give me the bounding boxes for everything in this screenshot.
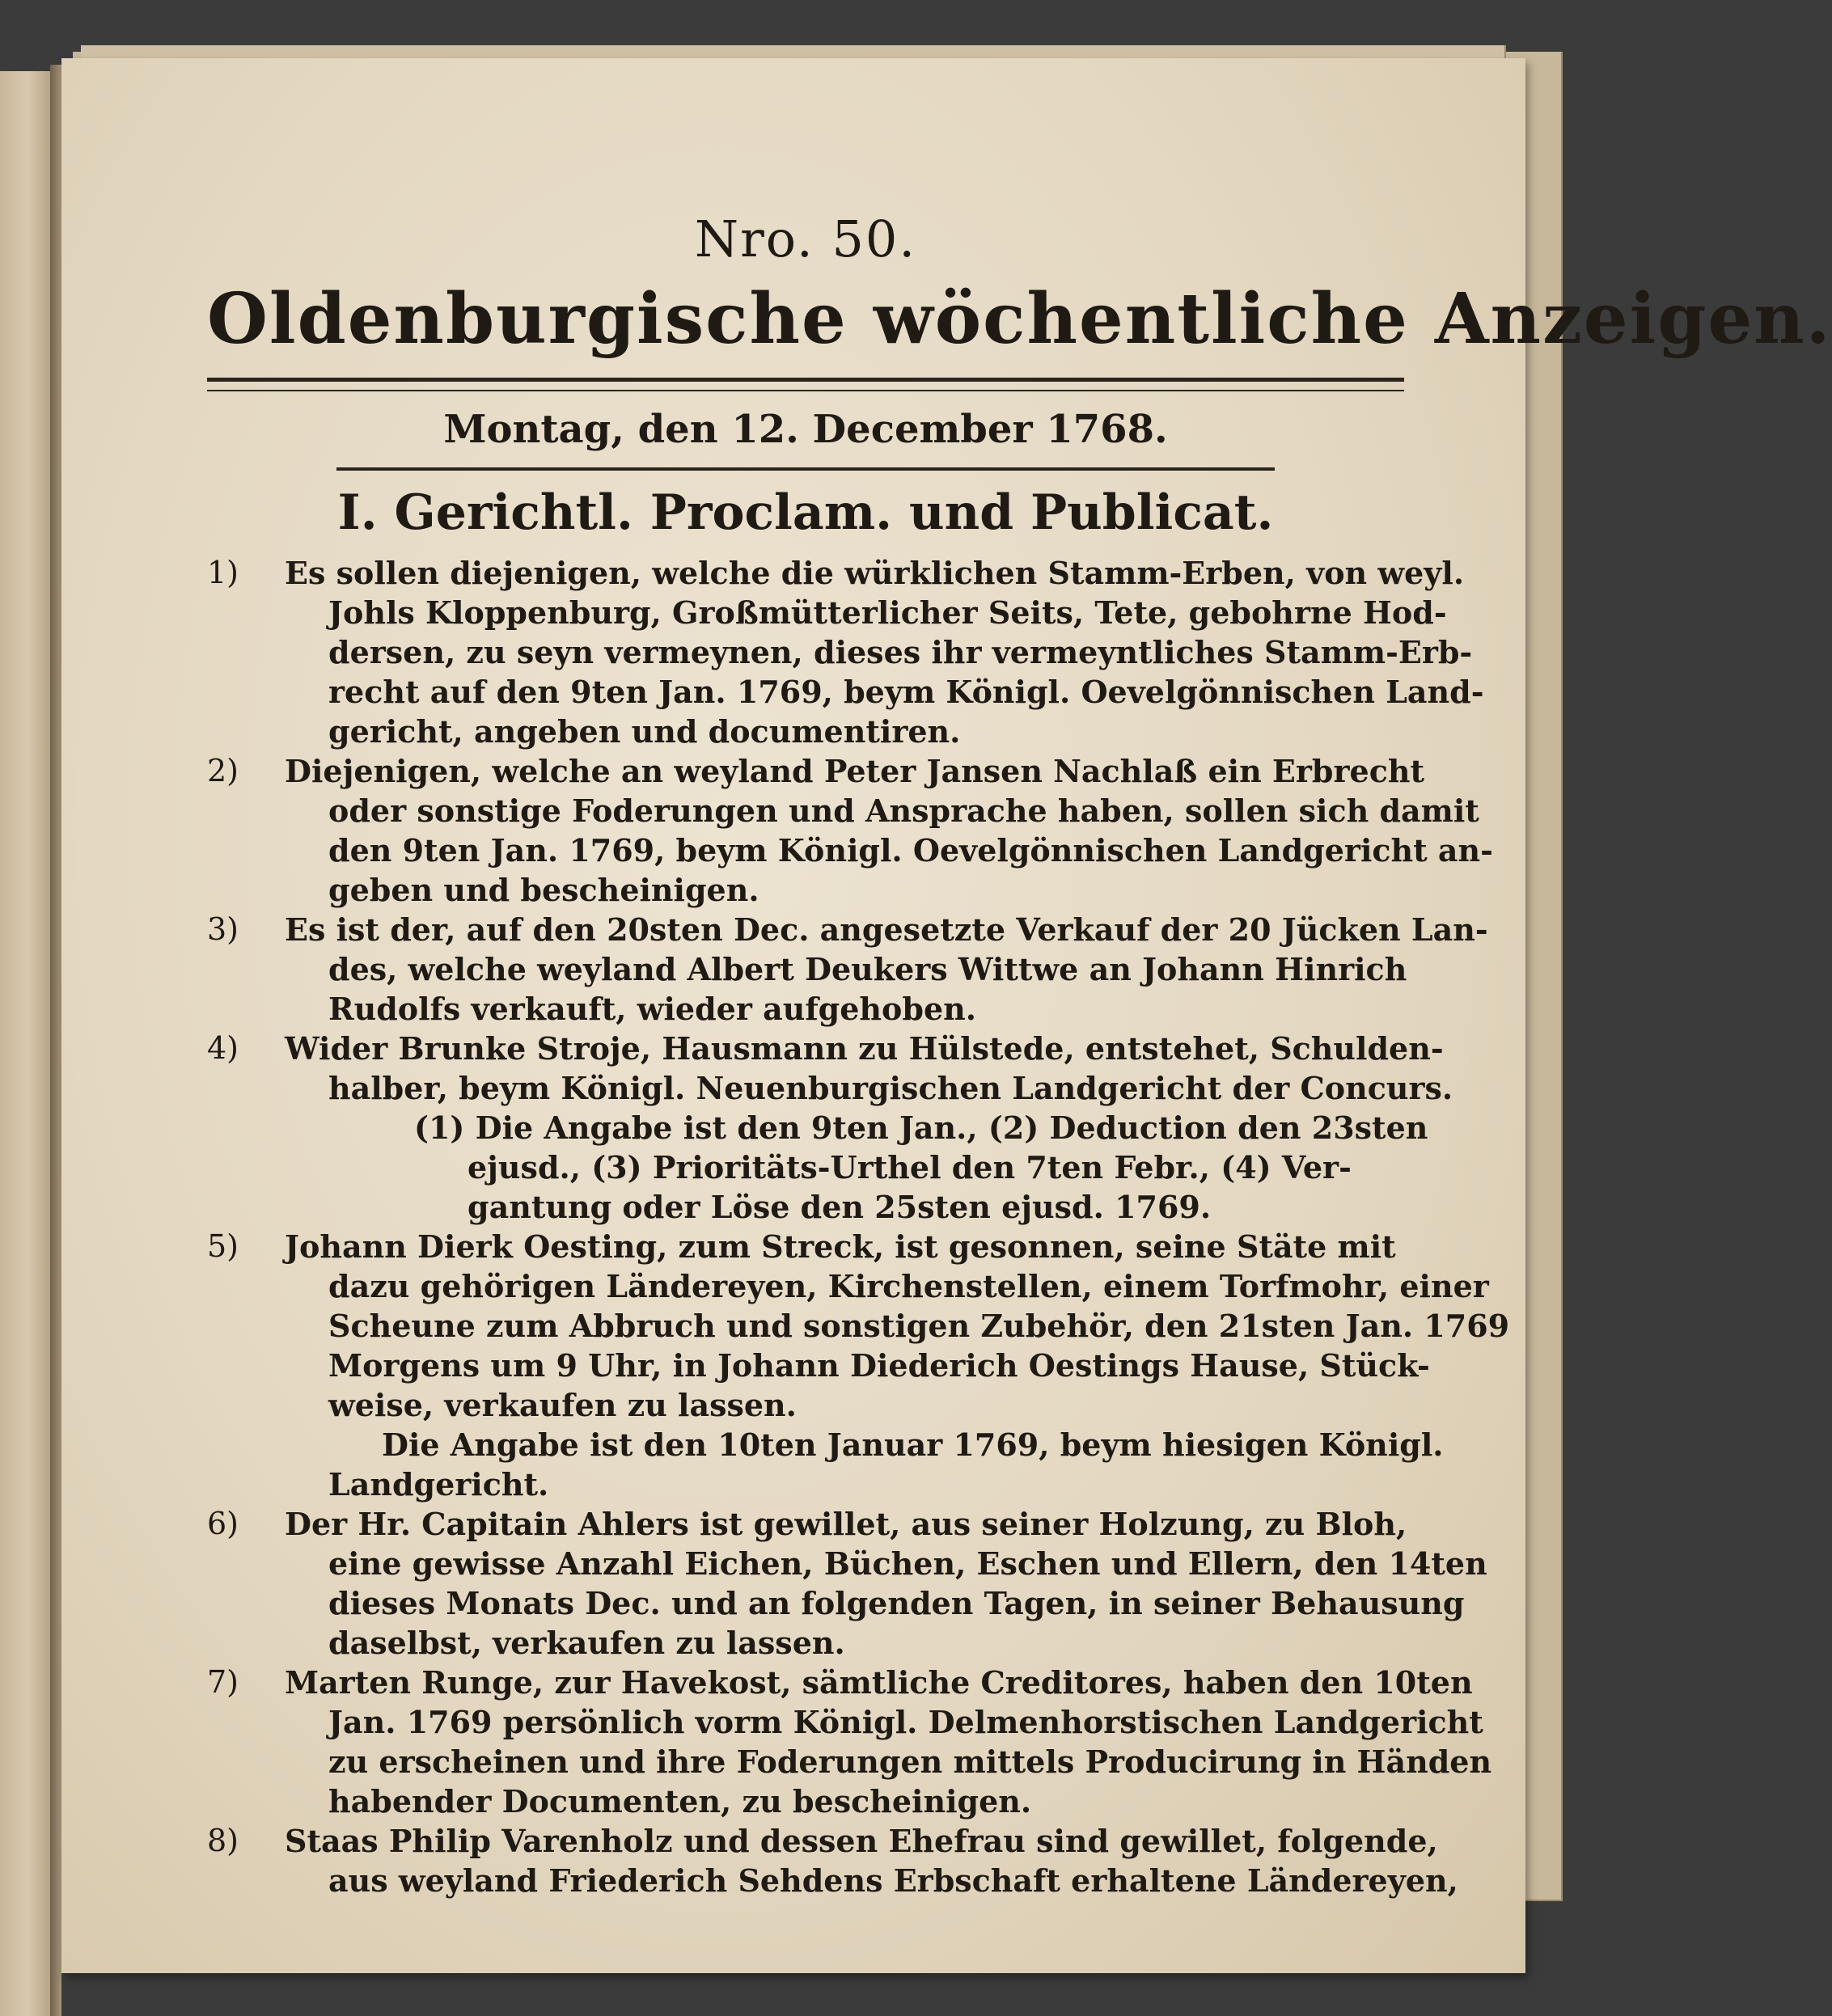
page-content	[207, 208, 1832, 1900]
entry-line: Morgens um 9 Uhr, in Johann Diederich Oestings Hause, Stück-	[328, 1347, 1430, 1384]
entry-line: Rudolfs verkauft, wieder aufgehoben.	[328, 991, 976, 1027]
entry-line: halber, beym Königl. Neuenburgischen Landgericht der Concurs.	[328, 1070, 1453, 1106]
entry-line: geben und bescheinigen.	[328, 872, 759, 908]
entry-3	[207, 910, 1488, 1029]
issue-date: Montag, den 12. December 1768.	[443, 407, 1168, 452]
entry-line: des, welche weyland Albert Deukers Wittwe an Johann Hinrich	[328, 951, 1407, 987]
entry-line: eine gewisse Anzahl Eichen, Büchen, Eschen und Ellern, den 14ten	[328, 1545, 1487, 1582]
entry-line: gericht, angeben und documentiren.	[328, 713, 961, 750]
date-rule	[336, 467, 1275, 471]
entry-subline: (1) Die Angabe ist den 9ten Jan., (2) Deduction den 23sten	[414, 1109, 1428, 1146]
entry-number: 6)	[207, 1506, 239, 1541]
entry-number: 7)	[207, 1664, 239, 1700]
book-gutter	[50, 65, 61, 2016]
issue-number: Nro. 50.	[694, 209, 917, 268]
entry-line: Landgericht.	[328, 1466, 549, 1502]
entry-number: 5)	[207, 1228, 239, 1264]
entry-line: Scheune zum Abbruch und sonstigen Zubehör, den 21sten Jan. 1769	[328, 1308, 1510, 1344]
entry-line: Johls Kloppenburg, Großmütterlicher Seits, Tete, gebohrne Hod-	[328, 594, 1447, 631]
entry-number: 4)	[207, 1030, 239, 1066]
entry-line: Marten Runge, zur Havekost, sämtliche Creditores, haben den 10ten	[285, 1664, 1473, 1701]
entry-line: Wider Brunke Stroje, Hausmann zu Hülstede, entstehet, Schulden-	[285, 1030, 1444, 1067]
entry-line: Diejenigen, welche an weyland Peter Jansen Nachlaß ein Erbrecht	[285, 753, 1425, 789]
entry-4	[207, 1029, 1453, 1227]
entry-7	[207, 1663, 1492, 1821]
entry-paragraph-line: Die Angabe ist den 10ten Januar 1769, beym hiesigen Königl.	[382, 1426, 1444, 1463]
entry-subline: ejusd., (3) Prioritäts-Urthel den 7ten Febr., (4) Ver-	[468, 1149, 1352, 1186]
entry-line: dieses Monats Dec. und an folgenden Tagen, in seiner Behausung	[328, 1585, 1465, 1621]
entry-line: oder sonstige Foderungen und Ansprache haben, sollen sich damit	[328, 792, 1479, 829]
entry-line: dazu gehörigen Ländereyen, Kirchenstellen, einem Torfmohr, einer	[328, 1268, 1489, 1304]
entry-6	[207, 1504, 1487, 1663]
entry-2	[207, 751, 1493, 910]
entry-line: habender Documenten, zu bescheinigen.	[328, 1783, 1032, 1819]
entry-number: 3)	[207, 911, 239, 947]
entry-number: 1)	[207, 555, 239, 590]
entry-line: Es ist der, auf den 20sten Dec. angesetzte Verkauf der 20 Jücken Lan-	[285, 911, 1488, 948]
entry-line: zu erscheinen und ihre Foderungen mittels Producirung in Händen	[328, 1743, 1492, 1780]
entry-line: Staas Philip Varenholz und dessen Ehefrau sind gewillet, folgende,	[285, 1823, 1438, 1859]
entry-line: aus weyland Friederich Sehdens Erbschaft erhaltene Ländereyen,	[328, 1862, 1458, 1899]
entry-number: 2)	[207, 753, 239, 788]
entry-line: daselbst, verkaufen zu lassen.	[328, 1625, 845, 1661]
entry-number: 8)	[207, 1823, 239, 1858]
entry-line: recht auf den 9ten Jan. 1769, beym Königl. Oevelgönnischen Land-	[328, 674, 1484, 710]
entry-line: Der Hr. Capitain Ahlers ist gewillet, aus seiner Holzung, zu Bloh,	[285, 1506, 1407, 1542]
facing-page-edge	[0, 71, 53, 2016]
entries-list	[207, 553, 1510, 1900]
entry-line: dersen, zu seyn vermeynen, dieses ihr vermeyntliches Stamm-Erb-	[328, 634, 1473, 670]
entry-line: den 9ten Jan. 1769, beym Königl. Oevelgönnischen Landgericht an-	[328, 832, 1493, 869]
entry-subline: gantung oder Löse den 25sten ejusd. 1769.	[468, 1189, 1212, 1225]
entry-8	[207, 1821, 1458, 1900]
entry-5	[207, 1227, 1510, 1504]
entry-line: Jan. 1769 persönlich vorm Königl. Delmenhorstischen Landgericht	[328, 1704, 1483, 1740]
newspaper-page	[61, 58, 1832, 1973]
entry-line: Johann Dierk Oesting, zum Streck, ist gesonnen, seine Stäte mit	[285, 1228, 1396, 1265]
masthead-rule	[207, 378, 1404, 391]
entry-line: weise, verkaufen zu lassen.	[328, 1387, 797, 1423]
masthead-title: Oldenburgische wöchentliche Anzeigen.	[207, 278, 1832, 360]
section-heading: I. Gerichtl. Proclam. und Publicat.	[337, 484, 1274, 541]
entry-1	[207, 553, 1484, 751]
entry-line: Es sollen diejenigen, welche die würklichen Stamm-Erben, von weyl.	[285, 555, 1465, 591]
